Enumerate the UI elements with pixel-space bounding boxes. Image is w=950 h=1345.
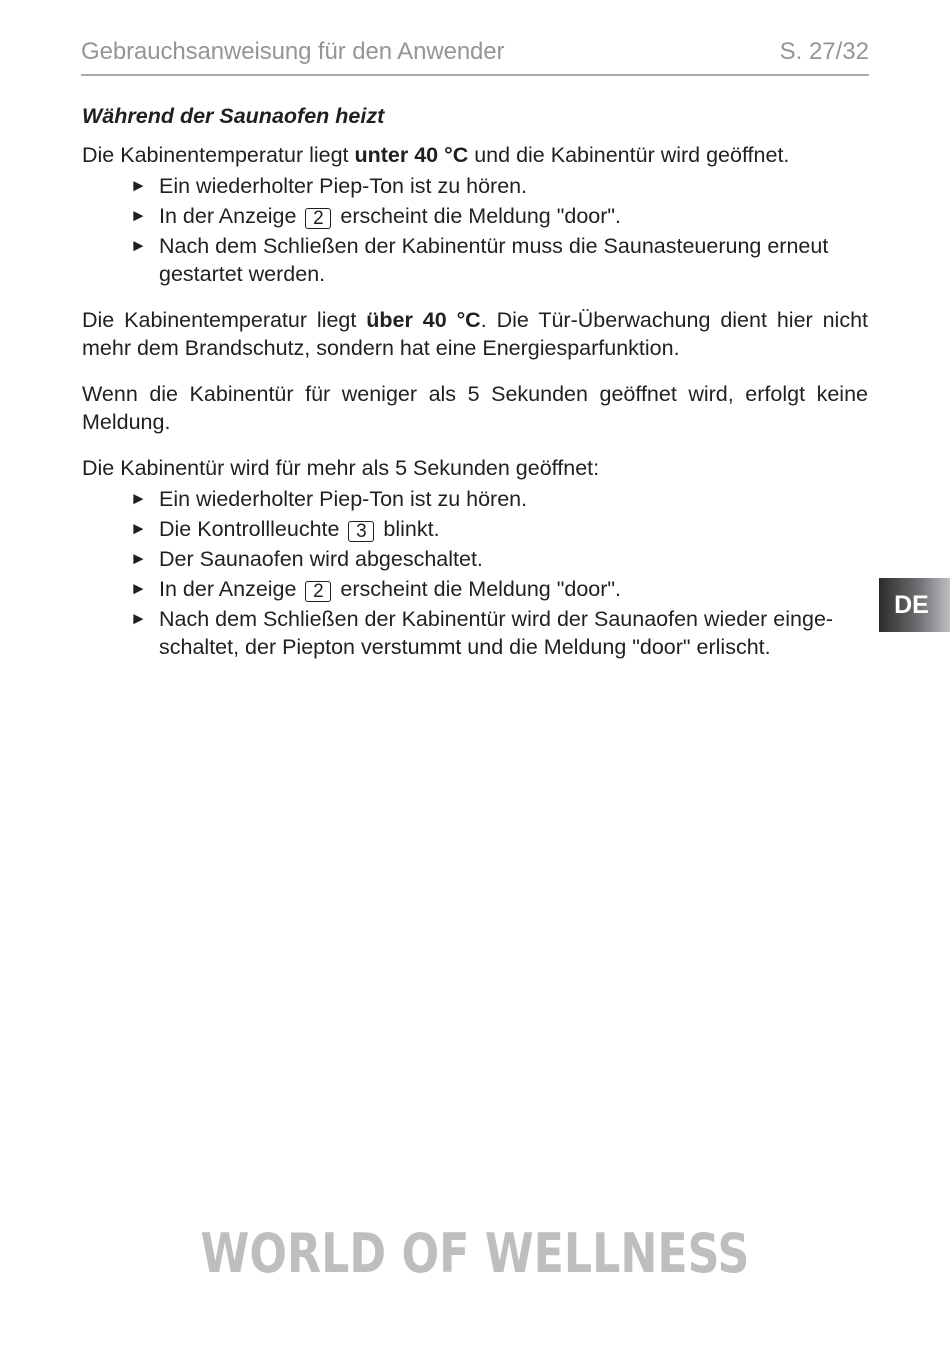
paragraph-below-40: Die Kabinentemperatur liegt unter 40 °C und die Kabinentür wird geöffnet. [82,143,790,167]
list-item: ► In der Anzeige 2 erscheint die Meldung "door". [130,577,622,602]
right-pointer-icon: ► [130,489,147,508]
list-item: ► Nach dem Schließen der Kabinentür muss die Saunasteuerung erneut gestartet werden. [130,234,829,286]
list-item: ► Ein wiederholter Piep-Ton ist zu hören. [130,174,528,198]
paragraph-above-40: Die Kabinentemperatur liegt über 40 °C. Die Tür-Überwachung dient hier nicht mehr dem Brandschutz, sondern hat eine Energiesparfunktion. [82,308,868,360]
page-header [81,38,869,76]
list-item: ► In der Anzeige 2 erscheint die Meldung "door". [130,204,622,229]
right-pointer-icon: ► [130,549,147,568]
list-item: ► Die Kontrollleuchte 3 blinkt. [130,517,440,542]
page-number: S. 27/32 [779,38,869,65]
right-pointer-icon: ► [130,176,147,195]
emphasis-text: über 40 °C [366,308,481,332]
right-pointer-icon: ► [130,236,147,255]
list-item: ► Nach dem Schließen der Kabinentür wird der Saunaofen wieder einge-schaltet, der Piepton verstummt und die Meldung "door" erlischt. [130,607,834,659]
right-pointer-icon: ► [130,519,147,538]
right-pointer-icon: ► [130,579,147,598]
list-item: ► Ein wiederholter Piep-Ton ist zu hören. [130,487,528,511]
main-content [82,102,868,679]
right-pointer-icon: ► [130,206,147,225]
language-tab[interactable]: DE [879,578,950,632]
brand-logo: WORLD OF WELLNESS [200,1222,750,1285]
display-reference-box: 2 [305,581,331,602]
section-heading: Während der Saunaofen heizt [82,104,385,128]
paragraph-short-open: Wenn die Kabinentür für weniger als 5 Sekunden geöffnet wird, erfolgt keine Meldung. [82,382,868,434]
right-pointer-icon: ► [130,609,147,628]
bullet-list-long-open [82,485,868,661]
indicator-reference-box: 3 [348,521,374,542]
list-item: ► Der Saunaofen wird abgeschaltet. [130,547,483,571]
display-reference-box: 2 [305,208,331,229]
paragraph-long-open: Die Kabinentür wird für mehr als 5 Sekunden geöffnet: [82,456,600,480]
bullet-list-below-40 [82,172,868,288]
emphasis-text: unter 40 °C [354,143,469,167]
document-title: Gebrauchsanweisung für den Anwender [81,38,505,65]
